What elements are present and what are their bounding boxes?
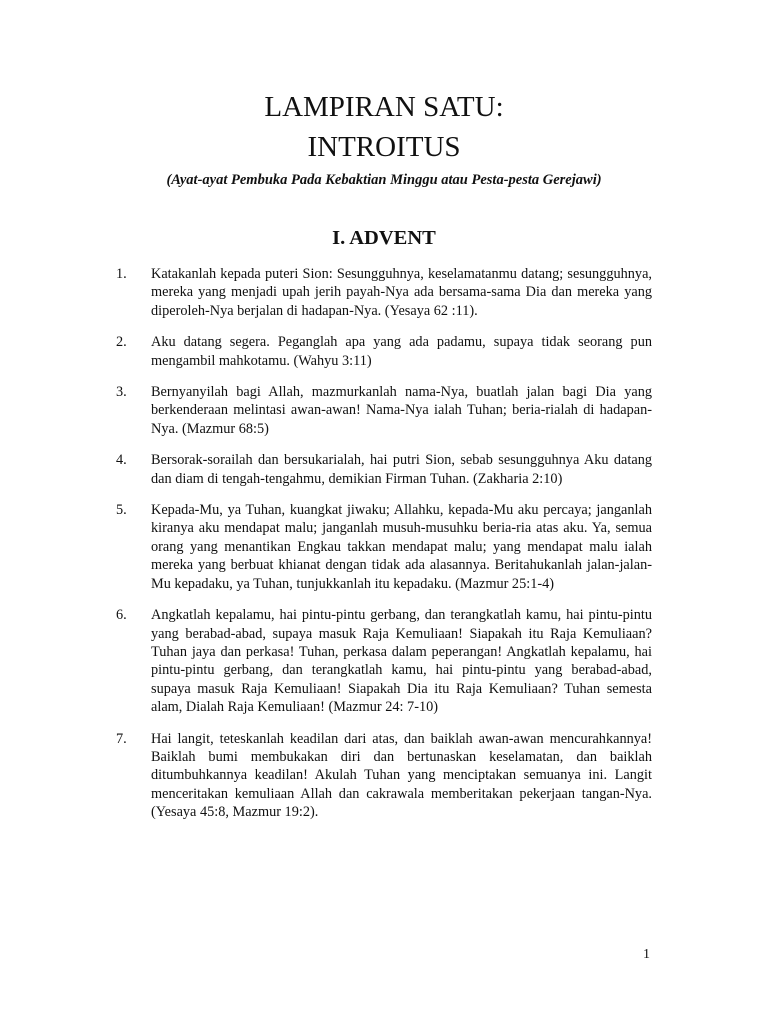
- page-title-line-1: LAMPIRAN SATU:: [264, 91, 504, 123]
- item-text: Bernyanyilah bagi Allah, mazmurkanlah nama-Nya, buatlah jalan bagi Dia yang berkenderaan melintasi awan-awan! Nama-Nya ialah Tuhan; beria-rialah di hadapan-Nya. (Mazmur 68:5): [151, 384, 652, 437]
- item-number: 4.: [116, 452, 127, 469]
- page-title-line-2: INTROITUS: [307, 131, 461, 163]
- list-item: [116, 451, 652, 488]
- list-item: [116, 333, 652, 370]
- list-item: [116, 606, 652, 716]
- item-number: 2.: [116, 334, 127, 351]
- item-text: Katakanlah kepada puteri Sion: Sesungguhnya, keselamatanmu datang; sesungguhnya, mereka yang menjadi upah jerih payah-Nya ada bersama-sama Dia dan mereka yang diperoleh-Nya berjalan di hadapan-Nya. (Yesaya 62 :11).: [151, 266, 652, 319]
- page-subtitle: (Ayat-ayat Pembuka Pada Kebaktian Minggu atau Pesta-pesta Gerejawi): [166, 172, 602, 188]
- item-text: Aku datang segera. Peganglah apa yang ada padamu, supaya tidak seorang pun mengambil mahkotamu. (Wahyu 3:11): [151, 334, 652, 369]
- item-text: Kepada-Mu, ya Tuhan, kuangkat jiwaku; Allahku, kepada-Mu aku percaya; janganlah kiranya aku mendapat malu; janganlah musuh-musuhku beria-ria atas aku. Ya, semua orang yang menantikan Engkau takkan mendapat malu; yang mendapat malu ialah mereka yang berbuat khianat dengan tidak ada alasannya. Beritahukanlah jalan-jalan-Mu kepadaku, ya Tuhan, tunjukkanlah itu kepadaku. (Mazmur 25:1-4): [151, 502, 652, 592]
- list-item: [116, 383, 652, 438]
- item-text: Hai langit, teteskanlah keadilan dari atas, dan baiklah awan-awan mencurahkannya! Baiklah bumi membukakan diri dan bertunaskan keselamatan, dan baiklah ditumbuhkannya keadilan! Akulah Tuhan yang menciptakan semuanya ini. Langit menceritakan kemuliaan Allah dan cakrawala memberitakan pekerjaan tangan-Nya. (Yesaya 45:8, Mazmur 19:2).: [151, 730, 652, 821]
- item-number: 6.: [116, 607, 127, 624]
- list-item: [116, 265, 652, 320]
- item-number: 7.: [116, 730, 127, 747]
- page-number: 1: [643, 947, 650, 962]
- item-text: Bersorak-sorailah dan bersukarialah, hai putri Sion, sebab sesungguhnya Aku datang dan diam di tengah-tengahmu, demikian Firman Tuhan. (Zakharia 2:10): [151, 452, 652, 487]
- item-number: 3.: [116, 384, 127, 401]
- section-heading: I. ADVENT: [332, 227, 436, 249]
- item-text: Angkatlah kepalamu, hai pintu-pintu gerbang, dan terangkatlah kamu, hai pintu-pintu yang berabad-abad, supaya masuk Raja Kemuliaan! Siapakah itu Raja Kemuliaan? Tuhan jaya dan perkasa! Tuhan, perkasa dalam peperangan! Angkatlah kepalamu, hai pintu-pintu gerbang, dan terangkatlah kamu, hai pintu-pintu yang berabad-abad, supaya masuk Raja Kemuliaan! Siapakah Dia itu Raja Kemuliaan? Tuhan semesta alam, Dialah Raja Kemuliaan! (Mazmur 24: 7-10): [151, 607, 652, 716]
- list-item: [116, 730, 652, 822]
- item-number: 1.: [116, 266, 127, 282]
- introit-list: [116, 265, 652, 835]
- list-item: [116, 501, 652, 593]
- item-number: 5.: [116, 502, 127, 519]
